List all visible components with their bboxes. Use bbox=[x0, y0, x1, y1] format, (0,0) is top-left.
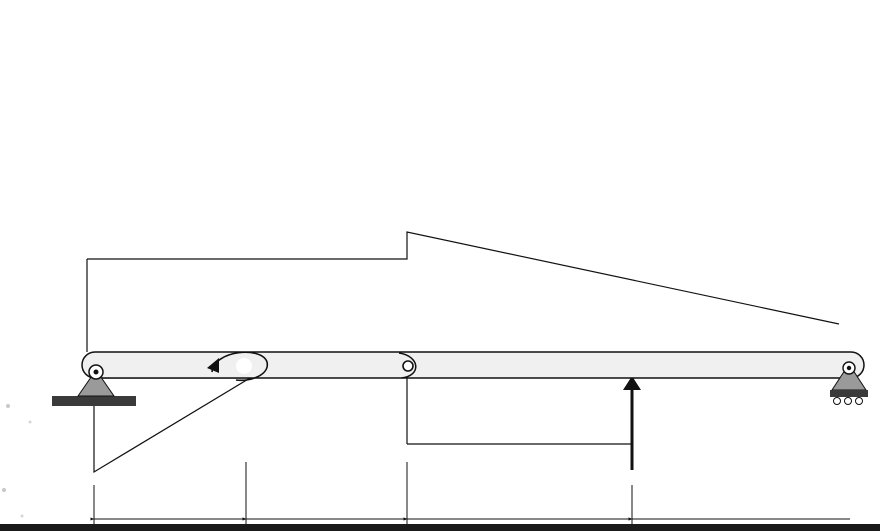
label-point-b bbox=[236, 358, 252, 374]
point-force-arrow bbox=[623, 376, 641, 470]
beam bbox=[82, 352, 864, 378]
dimension-line bbox=[94, 462, 850, 524]
beam-diagram bbox=[0, 200, 880, 524]
decoration-dots bbox=[0, 370, 60, 531]
bottom-uniform-load bbox=[407, 378, 632, 444]
problem-statement bbox=[84, 0, 854, 196]
bottom-triangular-load bbox=[94, 378, 250, 472]
top-distributed-load bbox=[87, 232, 839, 352]
bottom-border bbox=[0, 524, 880, 531]
